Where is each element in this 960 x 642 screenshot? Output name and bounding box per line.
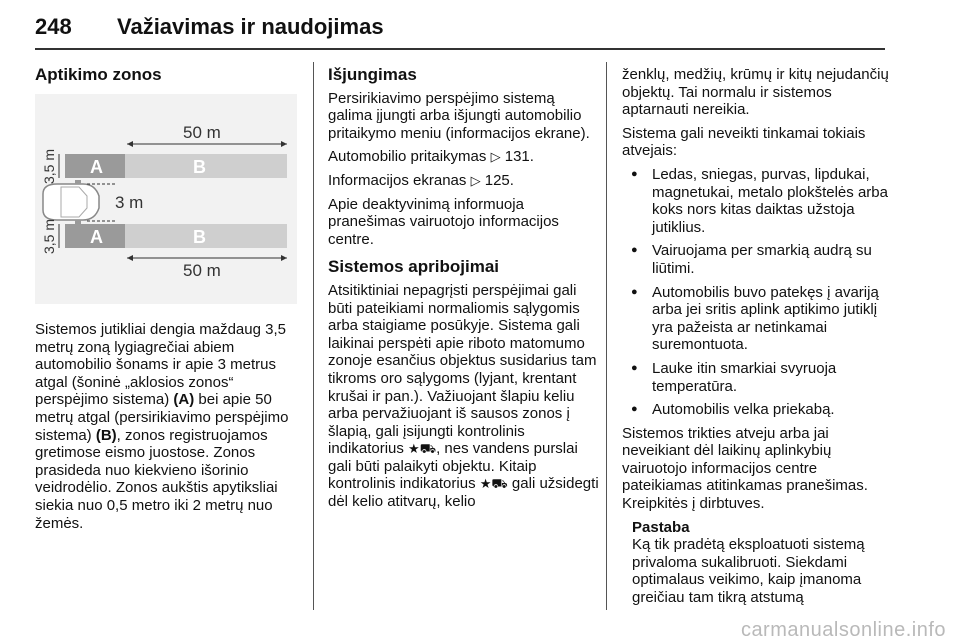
side-blind-zone-indicator-icon: ★⛟ — [408, 441, 437, 457]
page-number: 248 — [35, 14, 72, 39]
side-distance-label: 3 m — [115, 192, 144, 212]
zone-b-top-label: B — [193, 156, 206, 177]
detection-zones-diagram — [35, 94, 297, 304]
note-title: Pastaba — [632, 518, 690, 536]
deactivation-message-paragraph: Apie deaktyvinimą informuoja pranešimas vairuotojo informacijos centre. — [328, 195, 559, 248]
para-text: Sistemos jutikliai dengia maždaug 3,5 metrų zoną lygiagrečiai abiem automobilio šonams ir apie 3 metrus atgal (šoninė „aklosios zonos“ perspėjimo sistema) — [35, 321, 286, 409]
page-header — [35, 14, 885, 50]
vehicle-personalization-ref — [328, 148, 600, 166]
chapter-title: Važiavimas ir naudojimas — [117, 14, 384, 39]
continued-paragraph: ženklų, medžių, krūmų ir kitų nejudančių objektų. Tai normalu ir sistemos aptarnauti nereikia. — [622, 66, 889, 119]
page-ref-link[interactable]: 125. — [484, 171, 514, 189]
malfunction-intro: Sistema gali neveikti tinkamai tokiais atvejais: — [622, 124, 866, 160]
watermark: carmanualsonline.info — [740, 619, 946, 641]
section-heading-detection-zones: Aptikimo zonos — [35, 65, 162, 84]
para-text: gali užsidegti dėl kelio atitvarų, kelio — [328, 475, 599, 511]
top-distance-label: 50 m — [183, 122, 221, 142]
list-item: ● Ledas, sniegas, purvas, lipdukai, magnetukai, metalo plokštelės arba koks nors kitas daiktas užstoja jutiklius. — [622, 166, 890, 236]
header-rule — [35, 48, 885, 50]
page-ref-link[interactable]: 131. — [504, 148, 534, 166]
zone-a-bottom-label: A — [90, 226, 103, 247]
column-2 — [328, 66, 600, 517]
fault-paragraph: Sistemos trikties atveju arba jai neveikiant dėl laikinų aplinkybių vairuotojo informacijos centre pateikiamas atitinkamas pranešimas. Kreipkitės į dirbtuves. — [622, 424, 868, 513]
page-ref-arrow-icon: ▷ — [470, 172, 481, 188]
list-item: ● Automobilis velka priekabą. — [622, 401, 890, 419]
column-1 — [35, 65, 297, 532]
zone-a-ref: (A) — [173, 391, 195, 409]
list-item: ● Lauke itin smarkiai svyruoja temperatūra. — [622, 360, 890, 395]
zone-b-bottom-label: B — [193, 226, 206, 247]
limitations-paragraph — [328, 282, 600, 511]
car-icon — [43, 180, 99, 224]
malfunction-list — [622, 166, 890, 419]
detection-zones-paragraph — [35, 321, 297, 532]
list-item: ● Automobilis buvo patekęs į avariją arba jei sritis aplink aptikimo jutiklį yra pažeista ar netinkamai suremontuota. — [622, 284, 890, 354]
top-width-label: 3,5 m — [41, 148, 57, 184]
detection-zones-figure — [35, 94, 297, 304]
column-divider-1 — [313, 62, 314, 610]
ref-text: Informacijos ekranas — [328, 171, 471, 189]
para-text: bei apie 50 metrų atgal (persirikiavimo perspėjimo sistema) — [35, 391, 289, 444]
page-ref-arrow-icon: ▷ — [490, 149, 501, 165]
column-divider-2 — [606, 62, 607, 610]
zone-b-bottom — [125, 224, 287, 248]
zone-b-ref: (B) — [95, 426, 117, 444]
ref-text: Automobilio pritaikymas — [328, 148, 491, 166]
note-text: Ką tik pradėtą eksploatuoti sistemą privaloma sukalibruoti. Siekdami optimalaus veikimo, kaip įmanoma greičiau tam tikrą atstumą — [632, 536, 865, 607]
bottom-width-label: 3,5 m — [41, 218, 57, 254]
info-display-ref — [328, 172, 600, 190]
zone-b-top — [125, 154, 287, 178]
note-box — [632, 519, 890, 607]
bottom-distance-label: 50 m — [183, 260, 221, 280]
para-text: , nes vandens purslai gali būti palaikyti objektu. Kitaip kontrolinis indikatorius — [328, 440, 578, 493]
section-heading-deactivation: Išjungimas — [328, 65, 417, 84]
deactivation-paragraph: Persirikiavimo perspėjimo sistemą galima įjungti arba išjungti automobilio pritaikymo meniu (informacijos ekrane). — [328, 89, 590, 142]
list-item: ● Vairuojama per smarkią audrą su liūtimi. — [622, 242, 890, 277]
side-blind-zone-indicator-icon: ★⛟ — [479, 476, 508, 492]
section-heading-limitations: Sistemos apribojimai — [328, 257, 499, 277]
column-3 — [622, 66, 890, 613]
para-text: , zonos registruojamos gretimose eismo juostose. Zonos prasideda nuo kiekvieno išorinio veidrodėlio. Zonos aukštis apytiksliai siekia nuo 0,5 metro iki 2 metrų nuo žemės. — [35, 426, 278, 532]
zone-a-top-label: A — [90, 156, 103, 177]
para-text: Atsitiktiniai nepagrįsti perspėjimai gali būti pateikiami normaliomis sąlygomis arba staigiame posūkyje. Sistema gali laikinai perspėti apie riboto matomumo zonoje esančius objektus susidarius tam tikroms oro sąlygoms (lyjant, krentant krušai ir pan.). Važiuojant šlapiu keliu arba pervažiuojant iš sausos zonos į šlapią, gali įsijungti kontrolinis indikatorius — [328, 281, 597, 458]
